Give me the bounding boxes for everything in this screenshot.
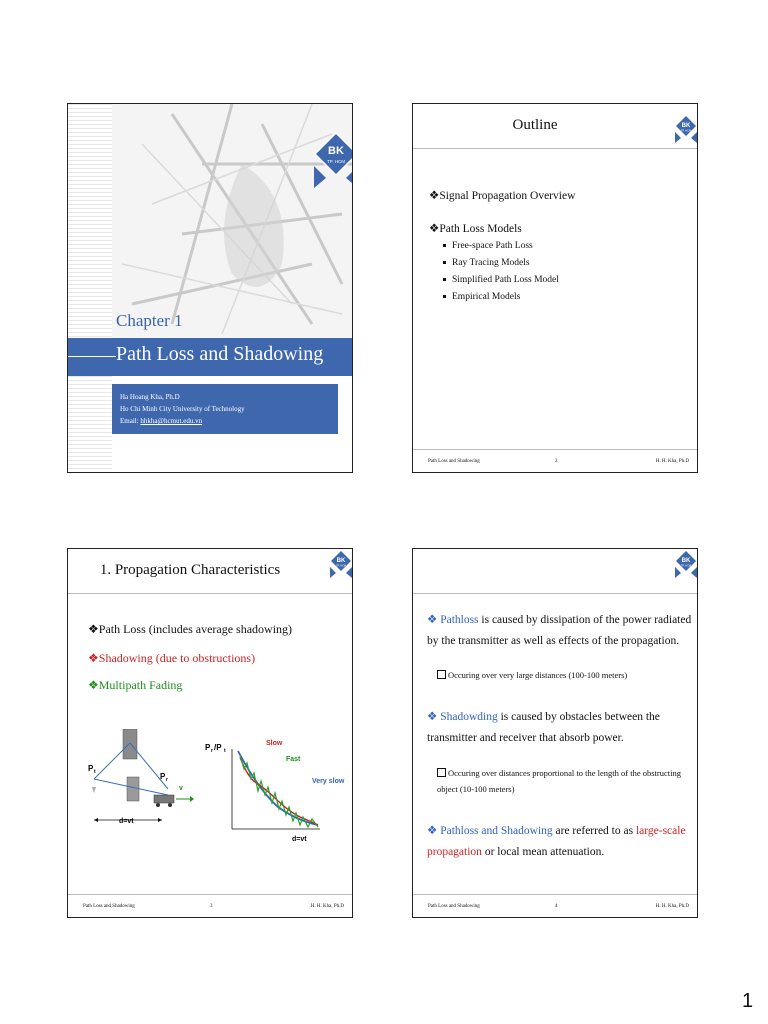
bk-logo xyxy=(314,132,353,188)
label-ratio: P xyxy=(205,743,211,752)
slide-footer xyxy=(68,894,353,917)
shadowing-paragraph: ❖ Shadowding is caused by obstacles between the transmitter and receiver that absorb power. xyxy=(427,711,660,744)
title-rule xyxy=(68,356,116,357)
author-name: Ha Hoang Kha, Ph.D xyxy=(120,393,180,401)
svg-text:BK: BK xyxy=(336,558,346,564)
svg-text:TP. HCM: TP. HCM xyxy=(681,129,691,133)
label-pr: P xyxy=(160,772,166,781)
pathloss-sub: Occuring over very large distances (100-100 meters) xyxy=(437,667,687,683)
label-slow: Slow xyxy=(266,740,283,747)
label-v: v xyxy=(179,785,183,792)
slide-title: 1. Propagation Characteristics xyxy=(99,562,281,578)
pathloss-paragraph: ❖ Pathloss is caused by dissipation of the power radiated by the transmitter as well as effects of the propagation. xyxy=(427,614,692,647)
label-pt: P xyxy=(88,764,94,773)
slide-title: Path Loss and Shadowing xyxy=(116,343,324,365)
label-dvt: d=vt xyxy=(119,818,134,825)
slide-1-title xyxy=(67,103,353,473)
bullet-shadowing: ❖Shadowing (due to obstructions) xyxy=(88,651,256,665)
slide-footer xyxy=(413,894,698,917)
email-link[interactable]: hhkha@hcmut.edu.vn xyxy=(140,417,203,425)
svg-text:/P: /P xyxy=(214,743,222,752)
shadowing-sub: Occuring over distances proportional to the length of the obstructing object (10-100 meters) xyxy=(437,768,681,794)
footer-title: Path Loss and Shadowing xyxy=(428,904,480,909)
outline-sub-bullet: Free-space Path Loss xyxy=(443,241,533,251)
slide-header xyxy=(68,549,353,594)
slide-3-propagation xyxy=(67,548,353,918)
outline-bullet: ❖Signal Propagation Overview xyxy=(429,190,576,202)
slide-header xyxy=(413,549,698,594)
bk-logo xyxy=(675,549,697,579)
label-very-slow: Very slow xyxy=(312,778,345,785)
bk-logo xyxy=(330,549,352,579)
chapter-label: Chapter 1 xyxy=(116,311,183,330)
svg-text:TP. HCM: TP. HCM xyxy=(336,564,346,568)
slide-2-outline xyxy=(412,103,698,473)
svg-text:t: t xyxy=(224,748,226,754)
large-scale-paragraph: ❖ Pathloss and Shadowing are referred to as large-scale propagation or local mean attenuation. xyxy=(427,825,686,858)
logo-subtext: TP. HCM xyxy=(327,159,345,164)
slide-4-pathloss xyxy=(412,548,698,918)
svg-text:r: r xyxy=(211,748,213,754)
bullet-path-loss: ❖Path Loss (includes average shadowing) xyxy=(88,622,293,636)
label-axis: d=vt xyxy=(292,836,307,843)
page-number: 1 xyxy=(742,990,754,1012)
slide-header xyxy=(413,104,698,149)
label-pt-sub: t xyxy=(94,769,96,775)
label-pr-sub: r xyxy=(166,777,168,783)
author-affiliation: Ho Chi Minh City University of Technology xyxy=(120,405,245,413)
footer-author: H. H. Kha, Ph.D xyxy=(655,904,689,909)
footer-page: 3 xyxy=(210,904,213,909)
slide-footer xyxy=(413,449,698,472)
footer-title: Path Loss and Shadowing xyxy=(428,459,480,464)
propagation-diagram xyxy=(68,729,353,849)
footer-title: Path Loss and Shadowing xyxy=(83,904,135,909)
outline-sub-bullet: Empirical Models xyxy=(443,292,520,302)
footer-author: H. H. Kha, Ph.D xyxy=(655,459,689,464)
outline-sub-bullet: Simplified Path Loss Model xyxy=(443,275,559,285)
footer-page: 2 xyxy=(555,459,558,464)
label-fast: Fast xyxy=(286,756,301,763)
slide-title: Outline xyxy=(512,117,558,133)
outline-sub-bullet: Ray Tracing Models xyxy=(443,258,530,268)
svg-text:TP. HCM: TP. HCM xyxy=(681,564,691,568)
svg-text:BK: BK xyxy=(681,558,691,564)
author-email xyxy=(120,417,202,425)
bullet-multipath: ❖Multipath Fading xyxy=(88,678,183,692)
outline-bullet: ❖Path Loss Models xyxy=(429,223,522,235)
logo-text: BK xyxy=(328,145,344,157)
footer-author: H. H. Kha, Ph.D xyxy=(310,904,344,909)
striped-margin xyxy=(68,104,112,473)
svg-text:BK: BK xyxy=(681,123,691,129)
email-label: Email: xyxy=(120,417,141,425)
bk-logo xyxy=(675,114,697,144)
footer-page: 4 xyxy=(555,904,558,909)
